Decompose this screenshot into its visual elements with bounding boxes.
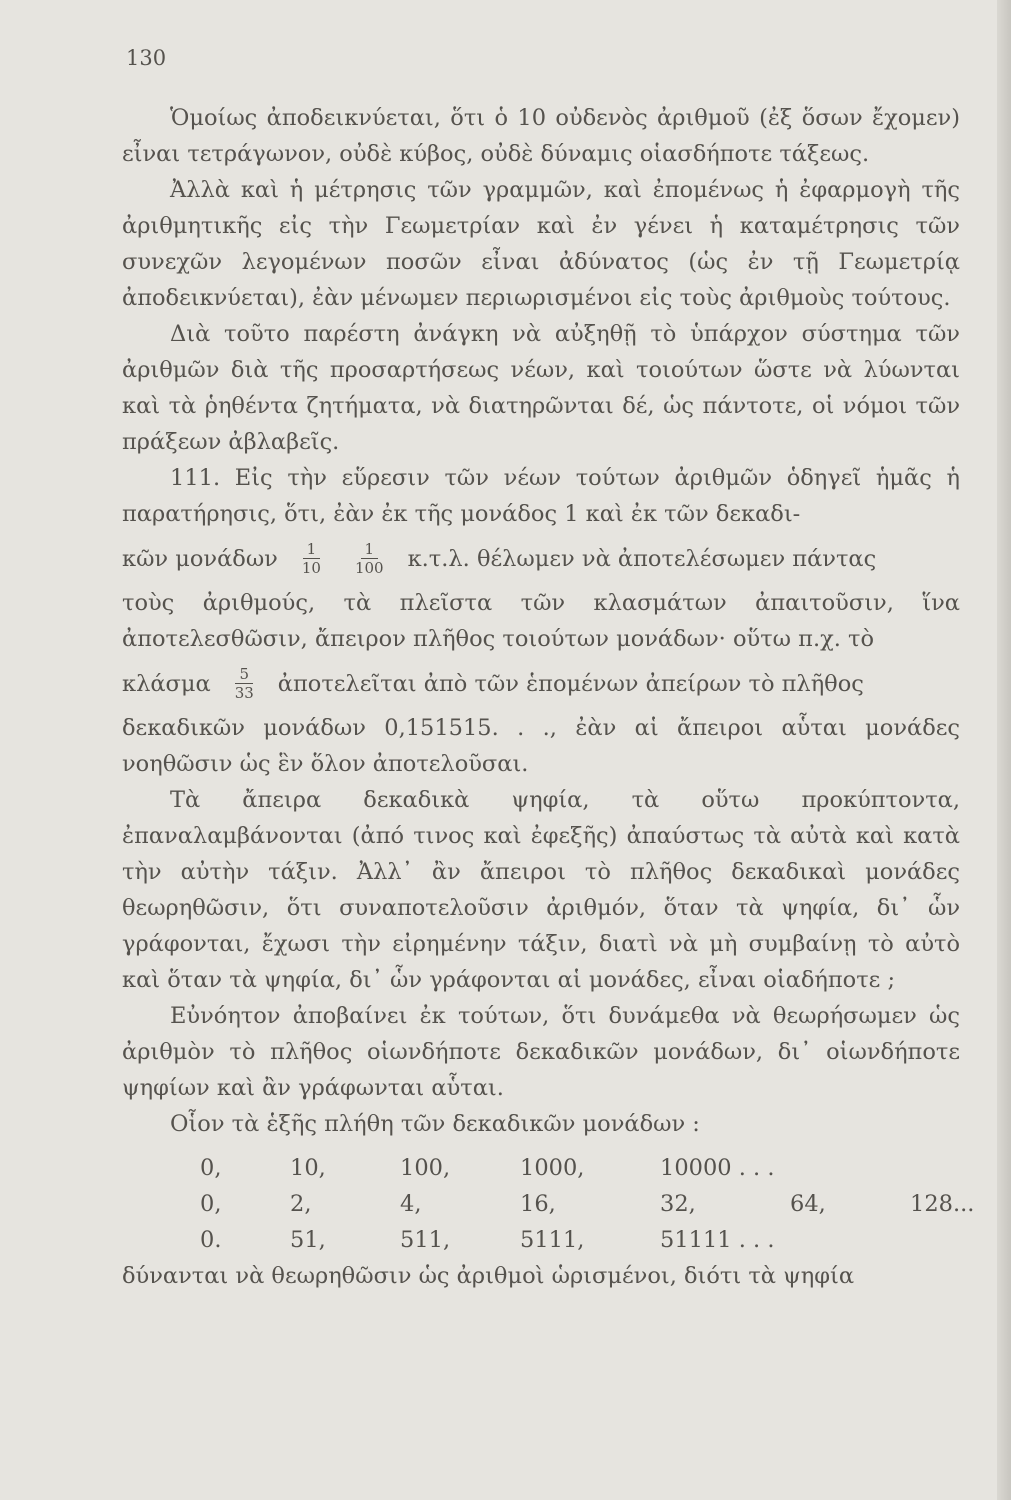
cell: 10, [290,1155,326,1181]
cell: 100, [400,1155,451,1181]
text-fragment: ἀποτελεῖται ἀπὸ τῶν ἑπομένων ἀπείρων τὸ πλῆθος [277,670,864,697]
paragraph-7: Οἷον τὰ ἑξῆς πλήθη τῶν δεκαδικῶν μονάδων : [170,1111,700,1137]
paragraph-5: Τὰ ἄπειρα δεκαδικὰ ψηφία, τὰ οὕτω προκύπτοντα, ἐπαναλαμβάνονται (ἀπό τινος καὶ ἐφεξῆς) ἀπαύστως τὰ αὐτὰ καὶ κατὰ τὴν αὐτὴν τάξιν. Ἀλλ᾽ ἂν ἄπειροι τὸ πλῆθος δεκαδικαὶ μονάδες θεωρηθῶσιν, ὅτι συναποτελοῦσιν ἀριθμόν, ὅταν τὰ ψηφία, δι᾽ ὧν γράφονται, ἔχωσι τὴν εἰρημένην τάξιν, διατὶ νὰ μὴ συμβαίνῃ τὸ αὐτὸ καὶ ὅταν τὰ ψηφία, δι᾽ ὧν γράφονται αἱ μονάδες, εἶναι οἱαδήποτε ; [122,787,960,993]
cell: 2, [290,1191,312,1217]
cell: 64, [790,1191,826,1217]
paragraph-6: Εὐνόητον ἀποβαίνει ἐκ τούτων, ὅτι δυνάμεθα νὰ θεωρήσωμεν ὡς ἀριθμὸν τὸ πλῆθος οἱωνδήποτε δεκαδικῶν μονάδων, δι᾽ οἱωνδήποτε ψηφίων καὶ ἂν γράφωνται αὗται. [122,1003,960,1101]
cell: 10000 . . . [660,1155,775,1181]
paragraph-2: Ἀλλὰ καὶ ἡ μέτρησις τῶν γραμμῶν, καὶ ἐπομένως ἡ ἐφαρμογὴ τῆς ἀριθμητικῆς εἰς τὴν Γεωμετρίαν καὶ ἐν γένει ἡ καταμέτρησις τῶν συνεχῶν λεγομένων ποσῶν εἶναι ἀδύνατος (ὡς ἐν τῇ Γεωμετρίᾳ ἀποδεικνύεται), ἐὰν μένωμεν περιωρισμένοι εἰς τοὺς ἀριθμοὺς τούτους. [122,177,960,311]
paragraph-8: δύνανται νὰ θεωρηθῶσιν ὡς ἀριθμοὶ ὡρισμένοι, διότι τὰ ψηφία [122,1263,855,1289]
denominator: 33 [234,684,254,702]
denominator: 10 [301,559,321,577]
number-row-2 [200,1186,975,1222]
text-fragment: κλάσμα [122,670,211,697]
cell [910,1150,1011,1186]
cell: 0. [200,1227,222,1253]
cell [910,1222,1011,1258]
numerator: 1 [361,540,379,559]
text-fragment: κ.τ.λ. θέλωμεν νὰ ἀποτελέσωμεν πάντας [407,545,877,572]
cell [790,1150,910,1186]
paragraph-1: Ὁμοίως ἀποδεικνύεται, ὅτι ὁ 10 οὐδενὸς ἀριθμοῦ (ἐξ ὅσων ἔχομεν) εἶναι τετράγωνον, οὐδὲ κύβος, οὐδὲ δύναμις οἱασδήποτε τάξεως. [122,105,960,167]
page-body [122,100,975,1294]
cell: 51, [290,1227,326,1253]
number-row-1 [200,1150,960,1186]
cell: 32, [660,1191,696,1217]
numerator: 1 [303,540,321,559]
cell: 128... [910,1191,975,1217]
fraction-line-1 [122,540,960,577]
paragraph-4-continued: τοὺς ἀριθμούς, τὰ πλεῖστα τῶν κλασμάτων ἀπαιτοῦσιν, ἵνα ἀποτελεσθῶσιν, ἄπειρον πλῆθος τοιούτων μονάδων· οὕτω π.χ. τὸ [122,590,960,652]
paragraph-3: Διὰ τοῦτο παρέστη ἀνάγκη νὰ αὐξηθῇ τὸ ὑπάρχον σύστημα τῶν ἀριθμῶν διὰ τῆς προσαρτήσεως νέων, καὶ τοιούτων ὥστε νὰ λύωνται καὶ τὰ ῥηθέντα ζητήματα, νὰ διατηρῶνται δέ, ὡς πάντοτε, οἱ νόμοι τῶν πράξεων ἀβλαβεῖς. [122,321,960,455]
fraction-1-10 [298,540,325,577]
fraction-5-33 [231,665,258,702]
paragraph-4: 111. Εἰς τὴν εὕρεσιν τῶν νέων τούτων ἀριθμῶν ὁδηγεῖ ἡμᾶς ἡ παρατήρησις, ὅτι, ἐὰν ἐκ τῆς μονάδος 1 καὶ ἐκ τῶν δεκαδι- [122,465,960,527]
paragraph-4-end: δεκαδικῶν μονάδων 0,151515. . ., ἐὰν αἱ ἄπειροι αὗται μονάδες νοηθῶσιν ὡς ἓν ὅλον ἀποτελοῦσαι. [122,715,960,777]
cell: 0, [200,1155,222,1181]
cell: 1000, [520,1155,585,1181]
cell: 4, [400,1191,422,1217]
fraction-line-2 [122,665,960,702]
cell: 0, [200,1191,222,1217]
cell: 511, [400,1227,451,1253]
cell: 51111 . . . [660,1227,775,1253]
page-edge [997,0,1011,1500]
numerator: 5 [235,665,253,684]
text-fragment: κῶν μονάδων [122,545,278,572]
number-table [122,1150,975,1258]
cell [790,1222,910,1258]
cell: 16, [520,1191,556,1217]
page-number: 130 [126,46,167,70]
number-row-3 [200,1222,960,1258]
cell: 5111, [520,1227,585,1253]
denominator: 100 [354,559,384,577]
fraction-1-100 [351,540,388,577]
